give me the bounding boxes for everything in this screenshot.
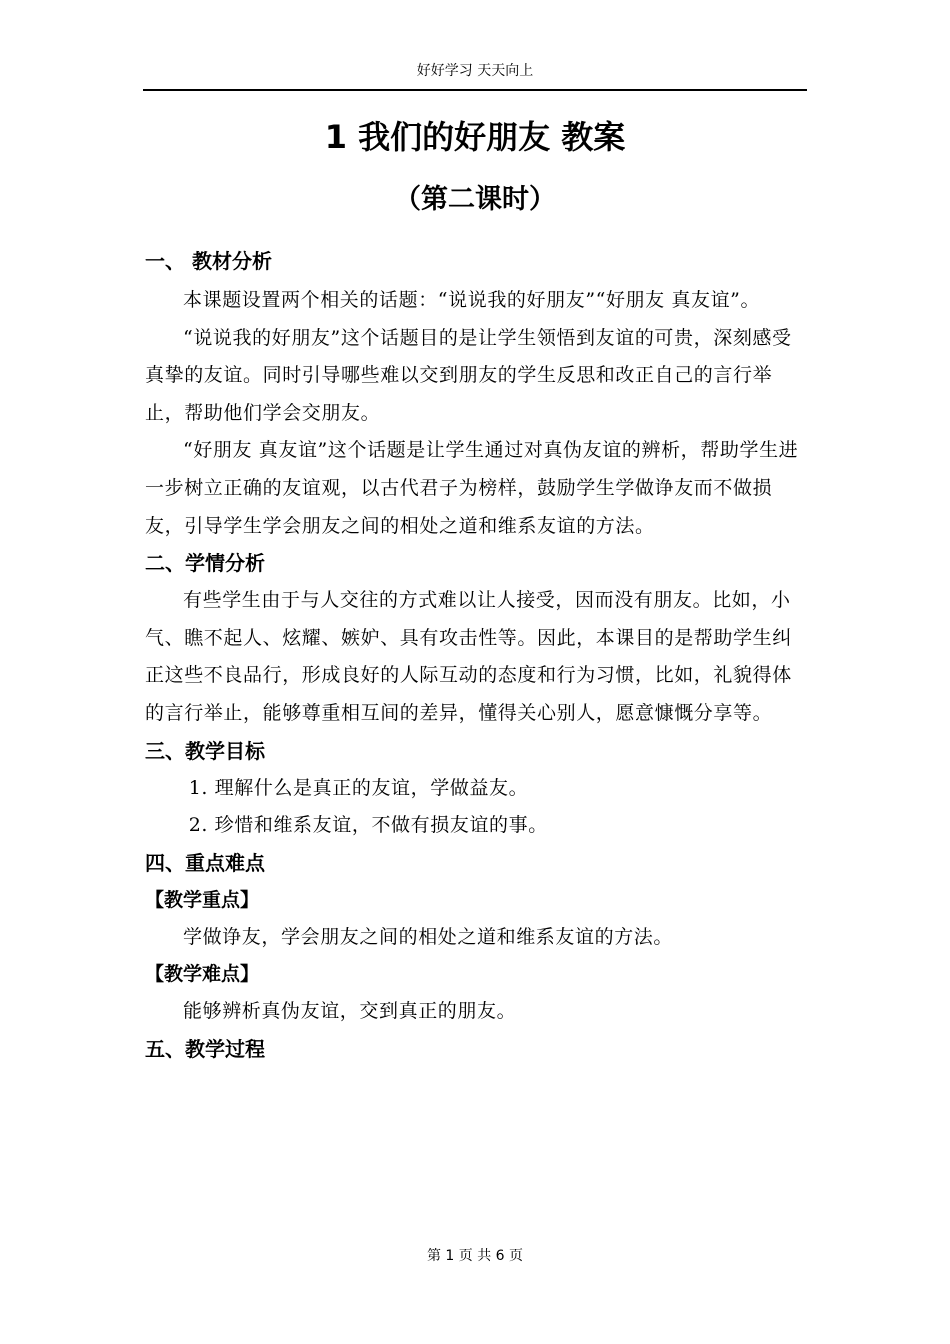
goal-item: 2. 珍惜和维系友谊，不做有损友谊的事。 — [188, 814, 548, 837]
goal-item: 1. 理解什么是真正的友谊，学做益友。 — [188, 776, 529, 799]
section-heading-key-points: 四、重点难点 — [145, 850, 265, 875]
section-heading-textbook-analysis: 一、 教材分析 — [145, 249, 272, 273]
paragraph: “说说我的好朋友”这个话题目的是让学生领悟到友谊的可贵，深刻感受真挚的友谊。同时引导哪些难以交到朋友的学生反思和改正自己的言行举止，帮助他们学会交朋友。 — [145, 326, 792, 424]
paragraph: “好朋友 真友谊”这个话题是让学生通过对真伪友谊的辨析，帮助学生进一步树立正确的友谊观，以古代君子为榜样，鼓励学生学做诤友而不做损友，引导学生学会朋友之间的相处之道和维系友谊的方法。 — [145, 439, 799, 537]
page-header — [143, 60, 807, 91]
paragraph: 学做诤友，学会朋友之间的相处之道和维系友谊的方法。 — [183, 925, 674, 948]
section-heading-teaching-process: 五、教学过程 — [145, 1036, 265, 1061]
section-heading-student-analysis: 二、学情分析 — [145, 551, 265, 576]
paragraph: 能够辨析真伪友谊，交到真正的朋友。 — [183, 1000, 517, 1023]
key-point-label: 【教学重点】 — [145, 888, 260, 911]
paragraph: 本课题设置两个相关的话题：“说说我的好朋友”“好朋友 真友谊”。 — [183, 289, 761, 311]
document-title: 1 我们的好朋友 教案 — [324, 118, 626, 156]
document-subtitle: （第二课时） — [394, 184, 556, 215]
document-body — [145, 243, 807, 1068]
paragraph: 有些学生由于与人交往的方式难以让人接受，因而没有朋友。比如，小气、瞧不起人、炫耀、嫉妒、具有攻击性等。因此，本课目的是帮助学生纠正这些不良品行，形成良好的人际互动的态度和行为习惯，比如，礼貌得体的言行举止，能够尊重相互间的差异，懂得关心别人，愿意慷慨分享等。 — [145, 589, 792, 724]
difficulty-label: 【教学难点】 — [145, 963, 260, 986]
page-footer: 第 1 页 共 6 页 — [426, 1248, 524, 1264]
section-heading-teaching-goals: 三、教学目标 — [145, 738, 265, 763]
header-text: 好好学习 天天向上 — [416, 63, 534, 79]
